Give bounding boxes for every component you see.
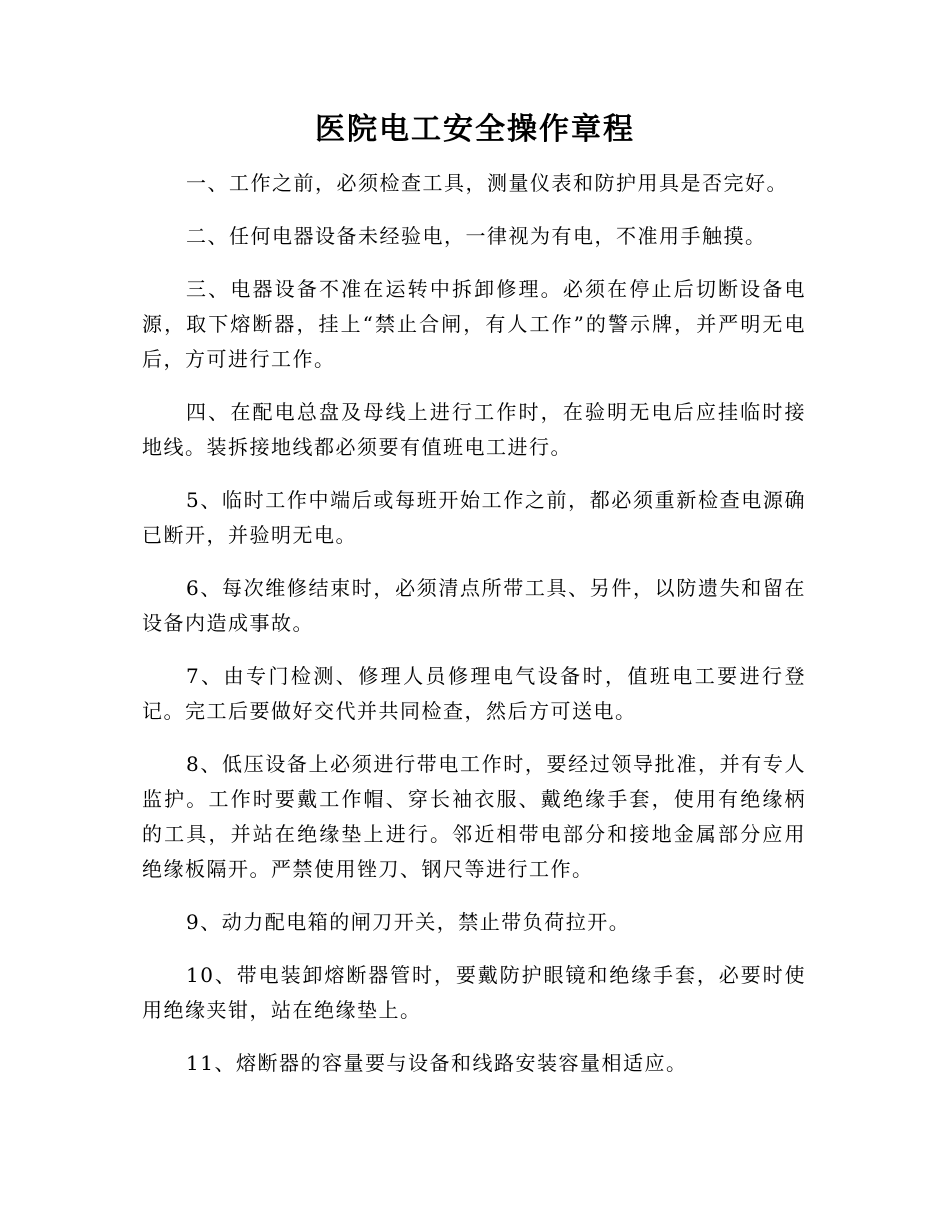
paragraph-1: 一、工作之前，必须检查工具，测量仪表和防护用具是否完好。 — [186, 171, 788, 195]
paragraph-6: 6、每次维修结束时，必须清点所带工具、另件，以防遗失和留在设备内造成事故。 — [142, 576, 806, 635]
paragraph-2: 二、任何电器设备未经验电，一律视为有电，不准用手触摸。 — [186, 224, 767, 248]
paragraph-8: 8、低压设备上必须进行带电工作时，要经过领导批准，并有专人监护。工作时要戴工作帽、穿长袖衣服、戴绝缘手套，使用有绝缘柄的工具，并站在绝缘垫上进行。邻近相带电部分和接地金属部分应用绝缘板隔开。严禁使用锉刀、钢尺等进行工作。 — [142, 752, 806, 881]
paragraph-7: 7、由专门检测、修理人员修理电气设备时，值班电工要进行登记。完工后要做好交代并共同检查，然后方可送电。 — [142, 664, 806, 723]
paragraph-10: 10、带电装卸熔断器管时，要戴防护眼镜和绝缘手套，必要时使用绝缘夹钳，站在绝缘垫上。 — [142, 963, 806, 1022]
document-body — [142, 166, 806, 1099]
paragraph-4: 四、在配电总盘及母线上进行工作时，在验明无电后应挂临时接地线。装拆接地线都必须要有值班电工进行。 — [142, 400, 806, 459]
paragraph-11: 11、熔断器的容量要与设备和线路安装容量相适应。 — [186, 1051, 688, 1075]
paragraph-5: 5、临时工作中端后或每班开始工作之前，都必须重新检查电源确已断开，并验明无电。 — [142, 488, 806, 547]
paragraph-3: 三、电器设备不准在运转中拆卸修理。必须在停止后切断设备电源，取下熔断器，挂上“禁止合闸，有人工作”的警示牌，并严明无电后，方可进行工作。 — [142, 277, 806, 371]
paragraph-9: 9、动力配电箱的闸刀开关，禁止带负荷拉开。 — [186, 910, 631, 934]
page-title: 医院电工安全操作章程 — [315, 112, 635, 147]
